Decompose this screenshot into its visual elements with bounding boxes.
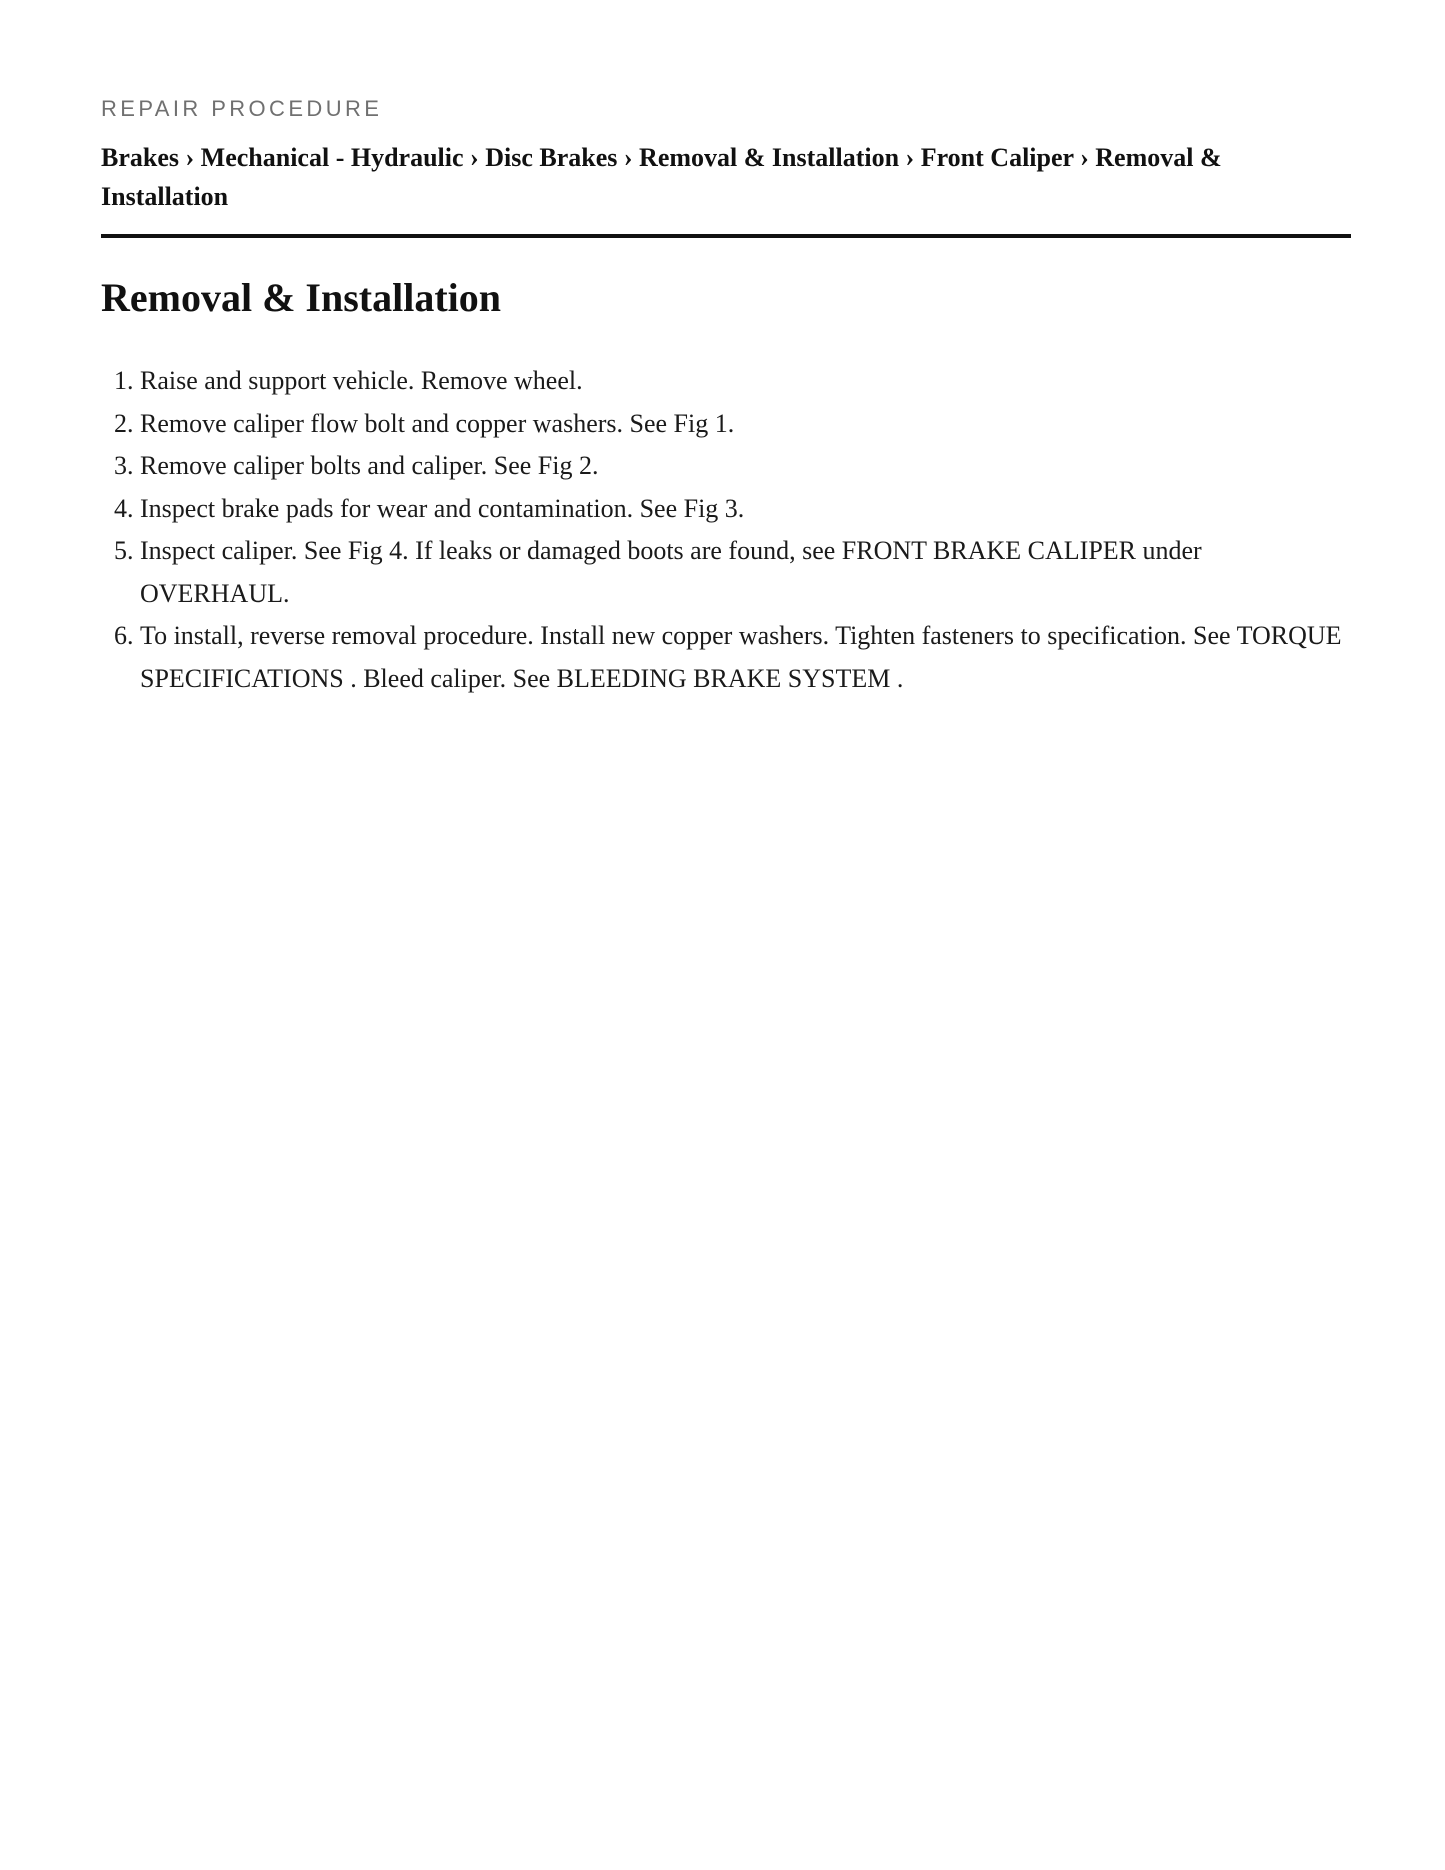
breadcrumb-separator: › [185, 143, 201, 172]
procedure-step: 3. Remove caliper bolts and caliper. See Fig 2. [140, 445, 1351, 488]
breadcrumb-item-front-caliper[interactable]: Front Caliper [920, 143, 1074, 172]
procedure-step: 4. Inspect brake pads for wear and contamination. See Fig 3. [140, 488, 1351, 531]
breadcrumb-item-mechanical-hydraulic[interactable]: Mechanical - Hydraulic [200, 143, 464, 172]
procedure-step: 2. Remove caliper flow bolt and copper washers. See Fig 1. [140, 403, 1351, 446]
procedure-step: 6. To install, reverse removal procedure. Install new copper washers. Tighten fasteners to specification. See TORQUE SPECIFICATIONS . Bleed caliper. See BLEEDING BRAKE SYSTEM . [140, 615, 1351, 700]
procedure-step: 5. Inspect caliper. See Fig 4. If leaks or damaged boots are found, see FRONT BRAKE CALIPER under OVERHAUL. [140, 530, 1351, 615]
page-title: Removal & Installation [101, 275, 501, 320]
document-page [101, 94, 1351, 700]
breadcrumb [101, 138, 1351, 238]
breadcrumb-separator: › [1080, 143, 1096, 172]
breadcrumb-item-current: Removal & Installation [101, 143, 1222, 211]
breadcrumb-item-brakes[interactable]: Brakes [101, 143, 179, 172]
procedure-step: 1. Raise and support vehicle. Remove wheel. [140, 360, 1351, 403]
section-kicker: REPAIR PROCEDURE [101, 96, 383, 121]
procedure-steps [101, 360, 1351, 700]
breadcrumb-separator: › [623, 143, 640, 172]
breadcrumb-item-disc-brakes[interactable]: Disc Brakes [485, 143, 618, 172]
breadcrumb-item-removal-installation[interactable]: Removal & Installation [639, 143, 900, 172]
breadcrumb-separator: › [470, 143, 486, 172]
breadcrumb-separator: › [905, 143, 921, 172]
